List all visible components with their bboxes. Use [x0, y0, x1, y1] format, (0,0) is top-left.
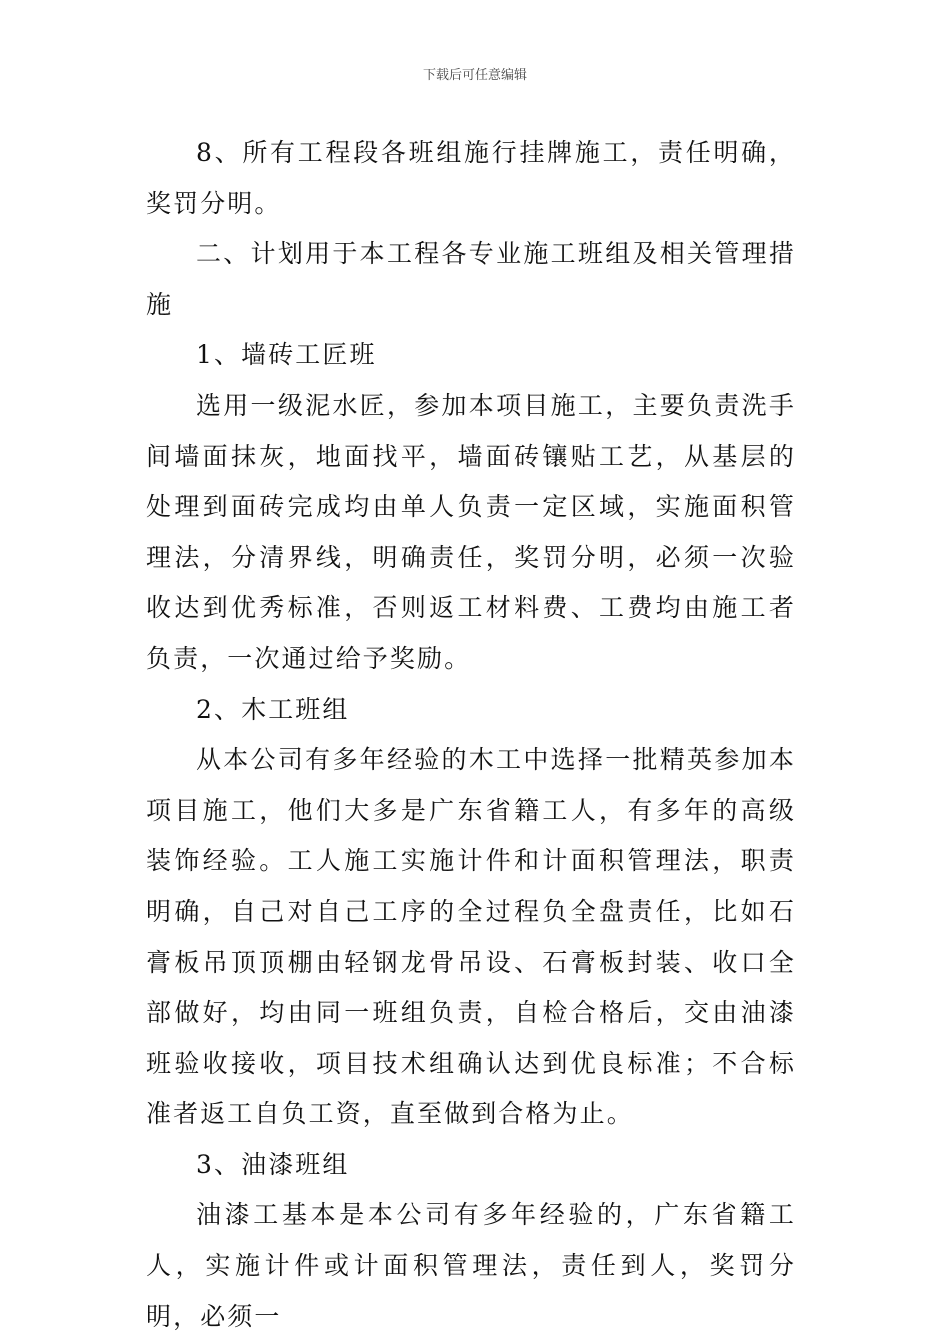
subheading-tile-team: 1、墙砖工匠班: [196, 340, 377, 370]
paragraph-carpentry-team: 从本公司有多年经验的木工中选择一批精英参加本项目施工，他们大多是广东省籍工人，有多年的高级装饰经验。工人施工实施计件和计面积管理法，职责明确，自己对自己工序的全过程负全盘责任，比如石膏板吊顶顶棚由轻钢龙骨吊设、石膏板封装、收口全部做好，均由同一班组负责，自检合格后，交由油漆班验收接收，项目技术组确认达到优良标准；不合标准者返工自负工资，直至做到合格为止。: [146, 745, 796, 1129]
paragraph-tile-team: 选用一级泥水匠，参加本项目施工，主要负责洗手间墙面抹灰，地面找平，墙面砖镶贴工艺，从基层的处理到面砖完成均由单人负责一定区域，实施面积管理法，分清界线，明确责任，奖罚分明，必须一次验收达到优秀标准，否则返工材料费、工费均由施工者负责，一次通过给予奖励。: [146, 390, 796, 673]
section-heading-2: 二、计划用于本工程各专业施工班组及相关管理措施: [146, 239, 796, 319]
paragraph-paint-team: 油漆工基本是本公司有多年经验的，广东省籍工人，实施计件或计面积管理法，责任到人，奖罚分明，必须一: [146, 1200, 796, 1331]
subheading-paint-team: 3、油漆班组: [196, 1149, 350, 1179]
subheading-carpentry-team: 2、木工班组: [196, 694, 350, 724]
page-header: 下载后可任意编辑: [422, 68, 527, 83]
document-body: [146, 128, 796, 1342]
paragraph-item-8: 8、所有工程段各班组施行挂牌施工，责任明确，奖罚分明。: [146, 138, 796, 218]
